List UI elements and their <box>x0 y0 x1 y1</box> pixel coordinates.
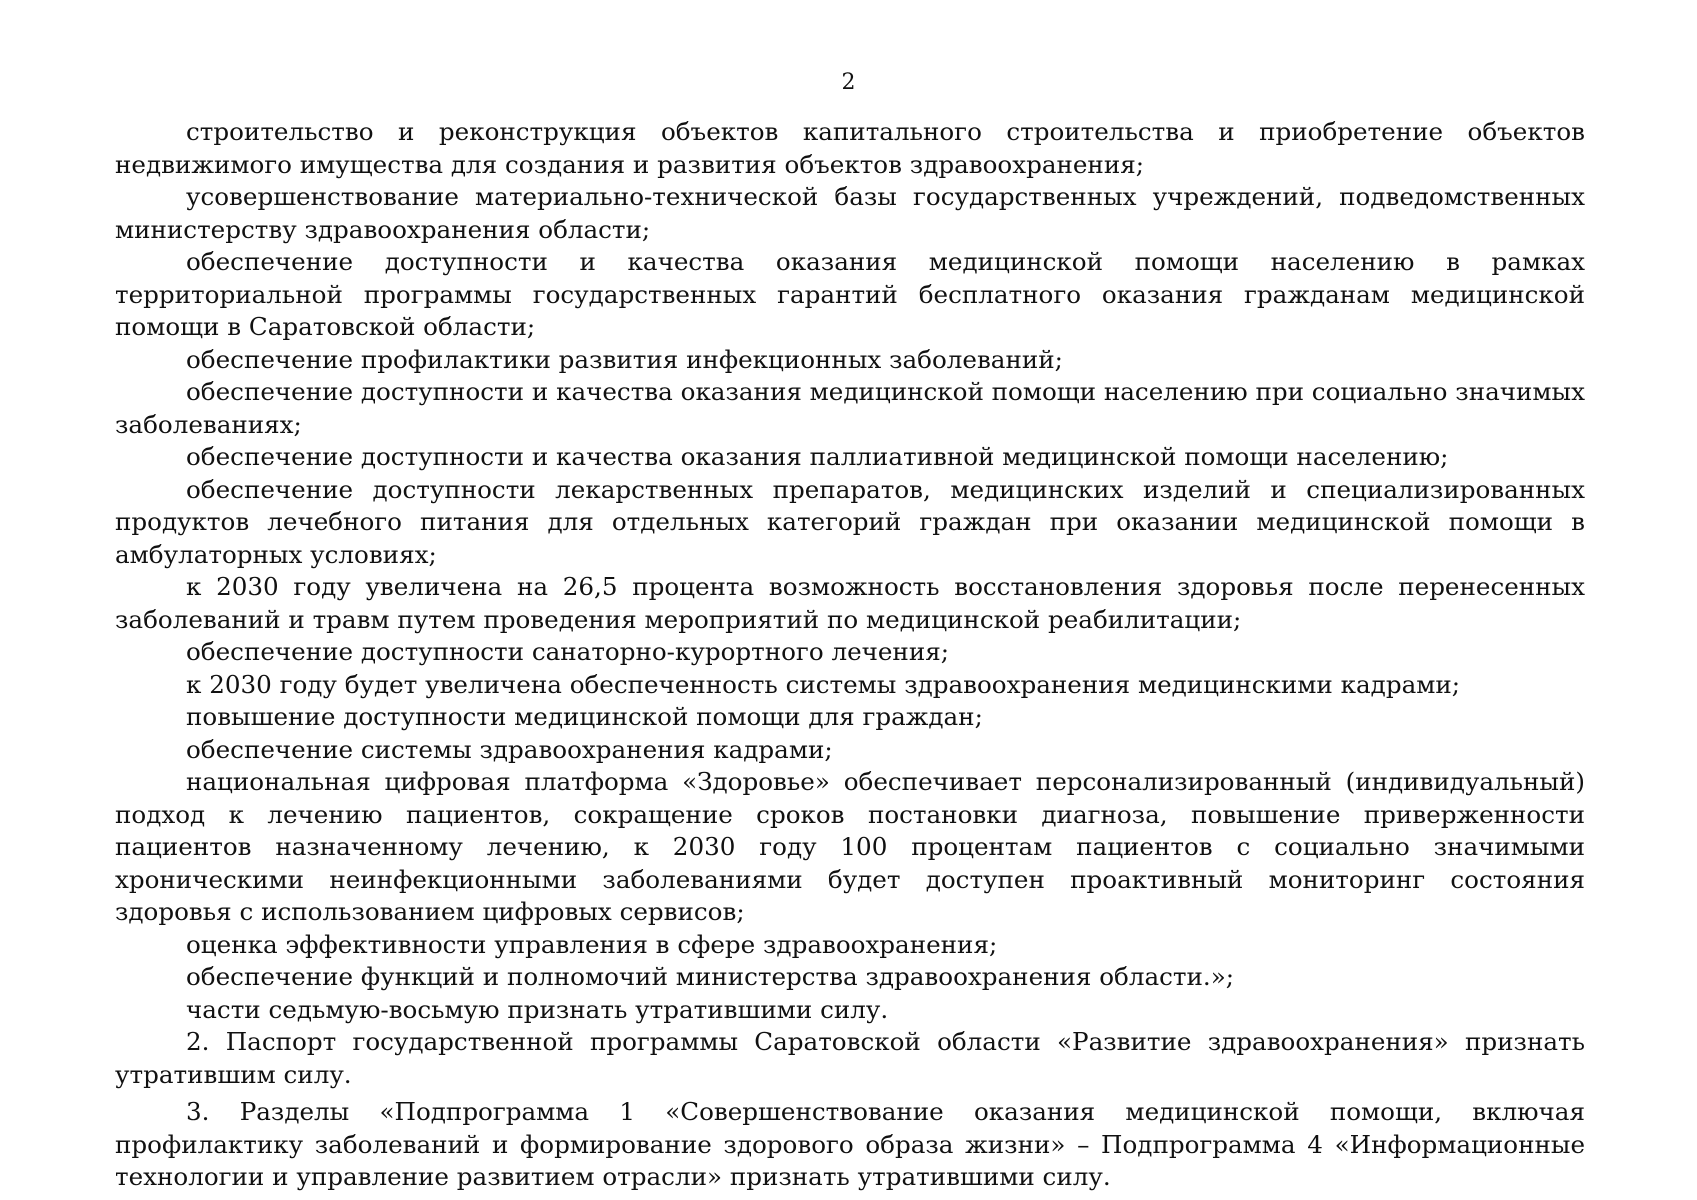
paragraph-ministry-functions: обеспечение функций и полномочий министерства здравоохранения области.»; <box>186 962 1235 991</box>
paragraph-digital-platform: национальная цифровая платформа «Здоровье» обеспечивает персонализированный (индивидуальный) подход к лечению пациентов, сокращение сроков постановки диагноза, повышение приверженности пациентов назначенному лечению, к 2030 году 100 процентам пациентов с социально значимыми хроническими неинфекционными заболеваниями будет доступен проактивный мониторинг состояния здоровья с использованием цифровых сервисов; <box>115 767 1585 926</box>
paragraph-staff-provision: обеспечение системы здравоохранения кадрами; <box>186 734 833 764</box>
paragraph-material-base: усовершенствование материально-технической базы государственных учреждений, подведомственных министерству здравоохранения области; <box>115 182 1585 244</box>
paragraph-rehabilitation: к 2030 году увеличена на 26,5 процента возможность восстановления здоровья после перенесенных заболеваний и травм путем проведения мероприятий по медицинской реабилитации; <box>115 572 1585 634</box>
paragraph-management-efficiency: оценка эффективности управления в сфере здравоохранения; <box>186 929 998 959</box>
paragraph-medicines: обеспечение доступности лекарственных препаратов, медицинских изделий и специализированных продуктов лечебного питания для отдельных категорий граждан при оказании медицинской помощи в амбулаторных условиях; <box>115 474 1585 569</box>
paragraph-accessibility: повышение доступности медицинской помощи для граждан; <box>186 702 983 731</box>
paragraph-sanatorium: обеспечение доступности санаторно-курортного лечения; <box>186 637 950 666</box>
document-body <box>115 116 1585 1194</box>
paragraph-palliative-care: обеспечение доступности и качества оказания паллиативной медицинской помощи населению; <box>186 442 1449 471</box>
paragraph-parts-repealed: части седьмую-восьмую признать утратившими силу. <box>186 994 889 1024</box>
paragraph-socially-significant: обеспечение доступности и качества оказания медицинской помощи населению при социально значимых заболеваниях; <box>115 377 1585 439</box>
paragraph-item-3-sections: 3. Разделы «Подпрограмма 1 «Совершенствование оказания медицинской помощи, включая профилактику заболеваний и формирование здорового образа жизни» – Подпрограмма 4 «Информационные технологии и управление развитием отрасли» признать утратившими силу. <box>115 1097 1585 1191</box>
paragraph-medical-care-territorial: обеспечение доступности и качества оказания медицинской помощи населению в рамках территориальной программы государственных гарантий бесплатного оказания гражданам медицинской помощи в Саратовской области; <box>115 247 1585 341</box>
paragraph-construction: строительство и реконструкция объектов капитального строительства и приобретение объектов недвижимого имущества для создания и развития объектов здравоохранения; <box>115 117 1585 179</box>
paragraph-infection-prevention: обеспечение профилактики развития инфекционных заболеваний; <box>186 344 1063 374</box>
page-number: 2 <box>841 70 856 95</box>
paragraph-item-2-passport: 2. Паспорт государственной программы Саратовской области «Развитие здравоохранения» признать утратившим силу. <box>115 1027 1585 1089</box>
paragraph-staffing-2030: к 2030 году будет увеличена обеспеченность системы здравоохранения медицинскими кадрами; <box>186 669 1461 699</box>
